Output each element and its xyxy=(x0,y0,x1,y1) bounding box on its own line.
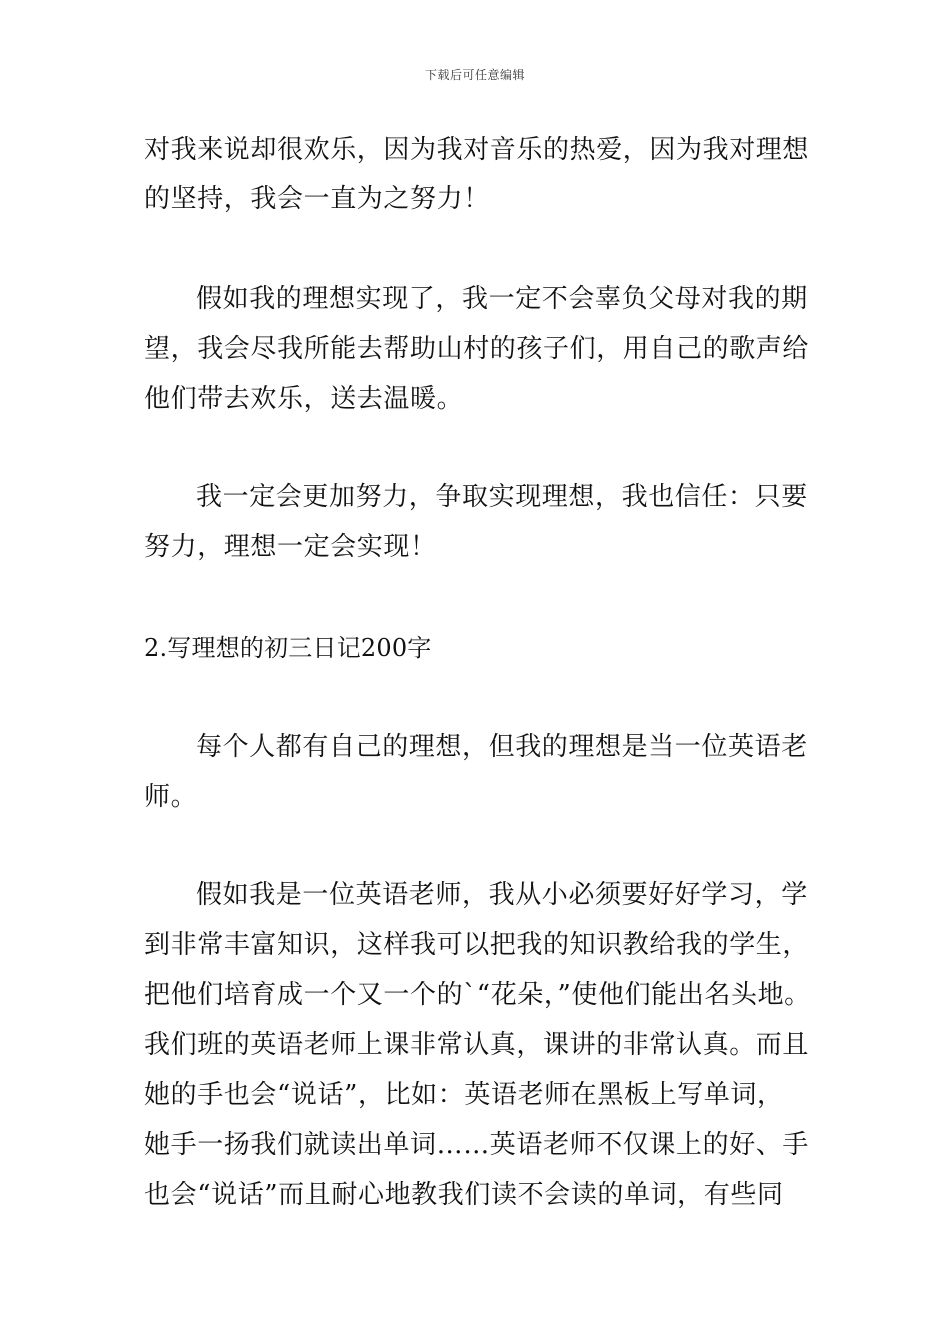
text-line: 假如我的理想实现了，我一定不会辜负父母对我的期 xyxy=(196,284,808,314)
text-line: 每个人都有自己的理想，但我的理想是当一位英语老 xyxy=(196,732,808,762)
text-line: 我们班的英语老师上课非常认真，课讲的非常认真。而且 xyxy=(144,1030,810,1060)
text-line: 他们带去欢乐，送去温暖。 xyxy=(144,384,464,414)
text-line: 对我来说却很欢乐，因为我对音乐的热爱，因为我对理想 xyxy=(144,135,810,165)
text-line: 我一定会更加努力，争取实现理想，我也信任：只要 xyxy=(196,482,808,512)
section-heading: 2.写理想的初三日记200字 xyxy=(144,634,432,662)
text-line: 望，我会尽我所能去帮助山村的孩子们，用自己的歌声给 xyxy=(144,334,810,364)
text-line: 努力，理想一定会实现！ xyxy=(144,532,437,562)
text-line: 师。 xyxy=(144,782,198,812)
text-line: 到非常丰富知识，这样我可以把我的知识教给我的学生， xyxy=(144,930,810,960)
header-note: 下载后可任意编辑 xyxy=(424,68,525,82)
text-line: 的坚持，我会一直为之努力！ xyxy=(144,184,490,214)
text-line: 也会“说话”而且耐心地教我们读不会读的单词，有些同 xyxy=(144,1180,784,1210)
text-line: 假如我是一位英语老师，我从小必须要好好学习，学 xyxy=(196,880,808,910)
text-line: 她的手也会“说话”，比如：英语老师在黑板上写单词， xyxy=(144,1080,784,1110)
text-line: 把他们培育成一个又一个的`“花朵，”使他们能出名头地。 xyxy=(144,980,811,1010)
text-line: 她手一扬我们就读出单词……英语老师不仅课上的好、手 xyxy=(144,1130,810,1160)
